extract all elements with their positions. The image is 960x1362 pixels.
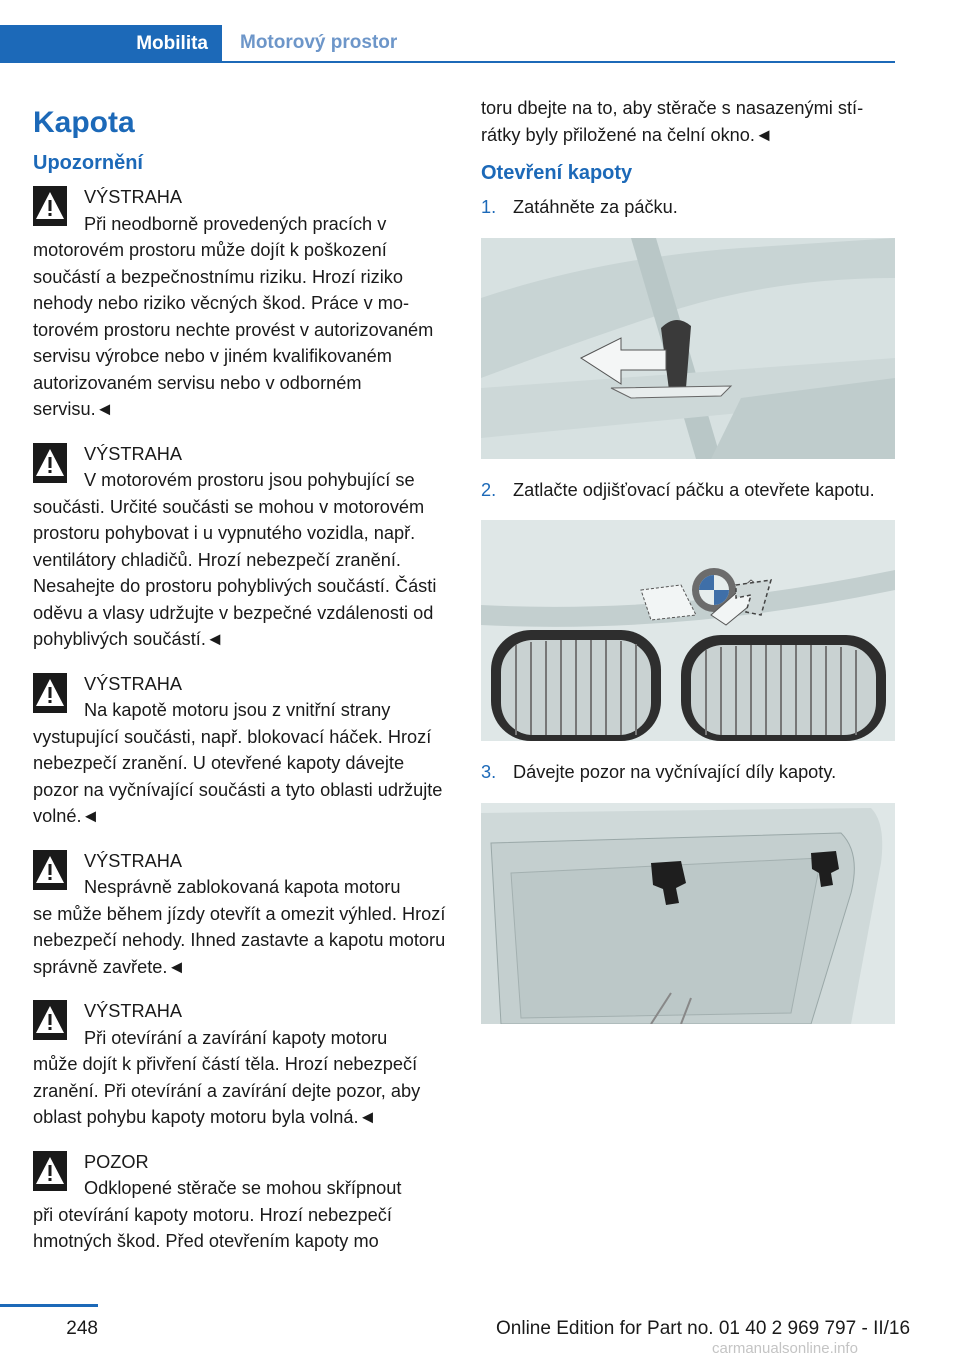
warning-label: VÝSTRAHA [84, 1001, 183, 1021]
warning-icon [33, 1151, 67, 1191]
warning-block [33, 441, 447, 653]
warning-text: součásti. Určité součásti se mohou v motorovém prostoru pohybovat i u vypnutého vozidla, např. ventilátory chladičů. Hrozí nebezpečí zranění. Nesahejte do prostoru pohyblivých součástí. Části oděvu a vlasy udržujte v bezpečné vzdálenosti od pohyblivých součástí.◄ [33, 496, 437, 649]
illustration-hood-release-lever [481, 238, 895, 459]
section-title-otevreni-kapoty: Otevření kapoty [481, 162, 633, 184]
warning-icon [33, 443, 67, 483]
caution-block [33, 1149, 447, 1255]
warning-text: se může během jízdy otevřít a omezit výhled. Hrozí nebezpečí nehody. Ihned zastavte a kapotu motoru správně zavřete.◄ [33, 903, 446, 977]
warning-label: VÝSTRAHA [84, 187, 183, 207]
illustration-safety-catch [481, 520, 895, 741]
warning-block [33, 184, 447, 423]
warning-label: VÝSTRAHA [84, 850, 183, 871]
page-number: 248 [66, 1318, 98, 1339]
step-text: Zatlačte odjišťovací páčku a otevřete kapotu. [513, 479, 875, 500]
step-text: Zatáhněte za páčku. [513, 197, 678, 217]
right-column [481, 95, 895, 1042]
continuation-text: toru dbejte na to, aby stěrače s nasazenými stírátky byly přiložené na čelní okno.◄ [481, 98, 864, 145]
warning-label: VÝSTRAHA [84, 673, 183, 694]
warning-text-first: Odklopené stěrače se mohou skřípnout [84, 1178, 402, 1198]
step-3 [481, 759, 895, 786]
warning-text-first: Při neodborně provedených pracích v [84, 213, 387, 234]
warning-icon [33, 673, 67, 713]
warning-text-first: V motorovém prostoru jsou pohybující se [84, 470, 415, 490]
step-number: 2. [481, 479, 497, 500]
warning-icon [33, 186, 67, 226]
step-number: 3. [481, 762, 497, 782]
warning-label: VÝSTRAHA [84, 443, 183, 464]
warning-block [33, 848, 447, 981]
edition-text: Online Edition for Part no. 01 40 2 969 797 - II/16 [496, 1318, 911, 1339]
step-2 [481, 477, 895, 504]
warning-text: vystupující součásti, např. blokovací háček. Hrozí nebezpečí zranění. U otevřené kapoty dávejte pozor na vyčnívající součásti a tyto oblasti udržujte volné.◄ [33, 726, 443, 826]
warning-text-first: Při otevírání a zavírání kapoty motoru [84, 1027, 388, 1048]
illustration-hood-underside [481, 803, 895, 1024]
warning-text: může dojít k přivření částí těla. Hrozí nebezpečí zranění. Při otevírání a zavírání dejte pozor, aby oblast pohybu kapoty motoru byla volná.◄ [33, 1054, 421, 1127]
warning-text-first: Nesprávně zablokovaná kapota motoru [84, 877, 401, 897]
warning-block [33, 671, 447, 830]
caution-label: POZOR [84, 1151, 149, 1172]
warning-text: při otevírání kapoty motoru. Hrozí nebezpečí hmotných škod. Před otevřením kapoty mo [33, 1204, 392, 1251]
footer-rule [0, 1304, 98, 1307]
warning-block [33, 998, 447, 1131]
warning-icon [33, 850, 67, 890]
watermark: carmanualsonline.info [712, 1340, 858, 1357]
warning-text-first: Na kapotě motoru jsou z vnitřní strany [84, 700, 391, 720]
page-title: Kapota [33, 106, 135, 139]
step-1 [481, 194, 895, 221]
step-text: Dávejte pozor na vyčnívající díly kapoty. [513, 762, 837, 782]
tab-motorovy-prostor[interactable]: Motorový prostor [222, 25, 895, 63]
warning-text: motorovém prostoru může dojít k poškození součástí a bezpečnostnímu riziku. Hrozí riziko nehody nebo riziko věcných škod. Práce v motorovém prostoru nechte provést v autorizovaném servisu výrobce nebo v jiném kvalifikovaném autorizovaném servisu nebo v odborném servisu.◄ [33, 240, 434, 419]
step-number: 1. [481, 197, 497, 217]
left-column [33, 95, 447, 1273]
header-tabs [0, 25, 895, 63]
section-title-upozorneni: Upozornění [33, 152, 143, 174]
warning-icon [33, 1000, 67, 1040]
tab-mobilita[interactable]: Mobilita [0, 25, 222, 63]
